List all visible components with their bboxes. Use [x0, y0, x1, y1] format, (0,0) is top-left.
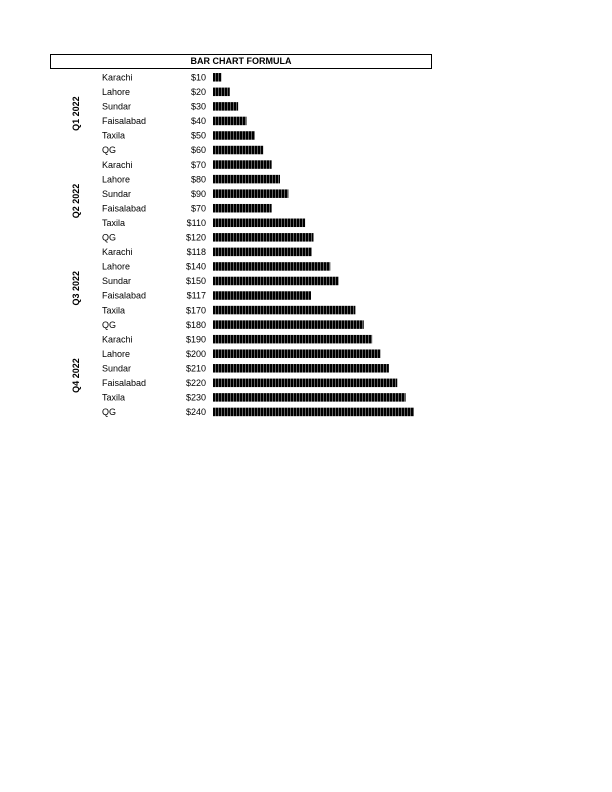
value-label: $50: [190, 130, 206, 141]
value-label: $230: [185, 392, 206, 403]
value-label: $30: [190, 101, 206, 112]
value-label: $180: [185, 319, 206, 330]
bar: [213, 262, 330, 271]
bar: [213, 364, 389, 373]
bar: [213, 175, 280, 184]
category-label: QG: [102, 232, 117, 243]
bar: [213, 393, 406, 402]
bar: [213, 131, 255, 140]
value-label: $70: [190, 159, 206, 170]
category-label: Lahore: [102, 261, 131, 272]
bar: [213, 160, 272, 169]
category-label: Taxila: [102, 392, 126, 403]
category-label: Karachi: [102, 334, 133, 345]
value-label: $190: [185, 334, 206, 345]
value-label: $140: [185, 261, 206, 272]
category-label: Taxila: [102, 130, 126, 141]
bar: [213, 277, 339, 286]
value-label: $120: [185, 232, 206, 243]
category-label: Faisalabad: [102, 116, 147, 127]
category-label: Sundar: [102, 101, 132, 112]
group-label: Q1 2022: [71, 96, 81, 131]
bar: [213, 117, 247, 126]
category-label: Taxila: [102, 305, 126, 316]
bar: [213, 349, 381, 358]
group-label: Q3 2022: [71, 270, 81, 306]
bar: [213, 248, 312, 257]
value-label: $110: [186, 217, 206, 228]
bar: [213, 306, 355, 315]
bar: [213, 88, 230, 97]
value-label: $90: [190, 188, 206, 199]
value-label: $60: [190, 145, 206, 156]
category-label: QG: [102, 407, 117, 418]
bar: [213, 73, 221, 82]
value-label: $240: [185, 407, 206, 418]
category-label: Faisalabad: [102, 203, 147, 214]
value-label: $220: [185, 378, 206, 389]
bar: [213, 204, 272, 213]
category-label: Faisalabad: [102, 290, 147, 301]
category-label: Taxila: [102, 217, 126, 228]
bar: [213, 189, 288, 198]
category-label: Lahore: [102, 348, 131, 359]
bar: [213, 320, 364, 329]
bar: [213, 291, 311, 300]
value-label: $20: [190, 87, 206, 98]
value-label: $118: [186, 247, 206, 258]
category-label: Lahore: [102, 174, 131, 185]
category-label: Faisalabad: [102, 378, 147, 389]
category-label: QG: [102, 319, 117, 330]
category-label: Karachi: [102, 159, 133, 170]
value-label: $40: [190, 116, 206, 127]
value-label: $170: [185, 305, 206, 316]
bar: [213, 408, 414, 417]
chart-title: BAR CHART FORMULA: [50, 54, 432, 69]
category-label: Lahore: [102, 87, 131, 98]
value-label: $117: [186, 290, 206, 301]
group-label: Q2 2022: [71, 183, 81, 219]
category-label: Karachi: [102, 247, 133, 258]
value-label: $150: [185, 276, 206, 287]
bar: [213, 146, 263, 155]
bar: [213, 233, 314, 242]
bar: [213, 219, 305, 228]
category-label: Sundar: [102, 276, 132, 287]
bar: [213, 102, 238, 111]
value-label: $10: [190, 72, 206, 83]
category-label: QG: [102, 145, 117, 156]
category-label: Karachi: [102, 72, 133, 83]
bar: [213, 335, 372, 344]
value-label: $80: [190, 174, 206, 185]
value-label: $70: [190, 203, 206, 214]
value-label: $210: [185, 363, 206, 374]
bar: [213, 379, 397, 388]
category-label: Sundar: [102, 188, 132, 199]
group-label: Q4 2022: [71, 358, 81, 393]
category-label: Sundar: [102, 363, 132, 374]
value-label: $200: [185, 348, 206, 359]
